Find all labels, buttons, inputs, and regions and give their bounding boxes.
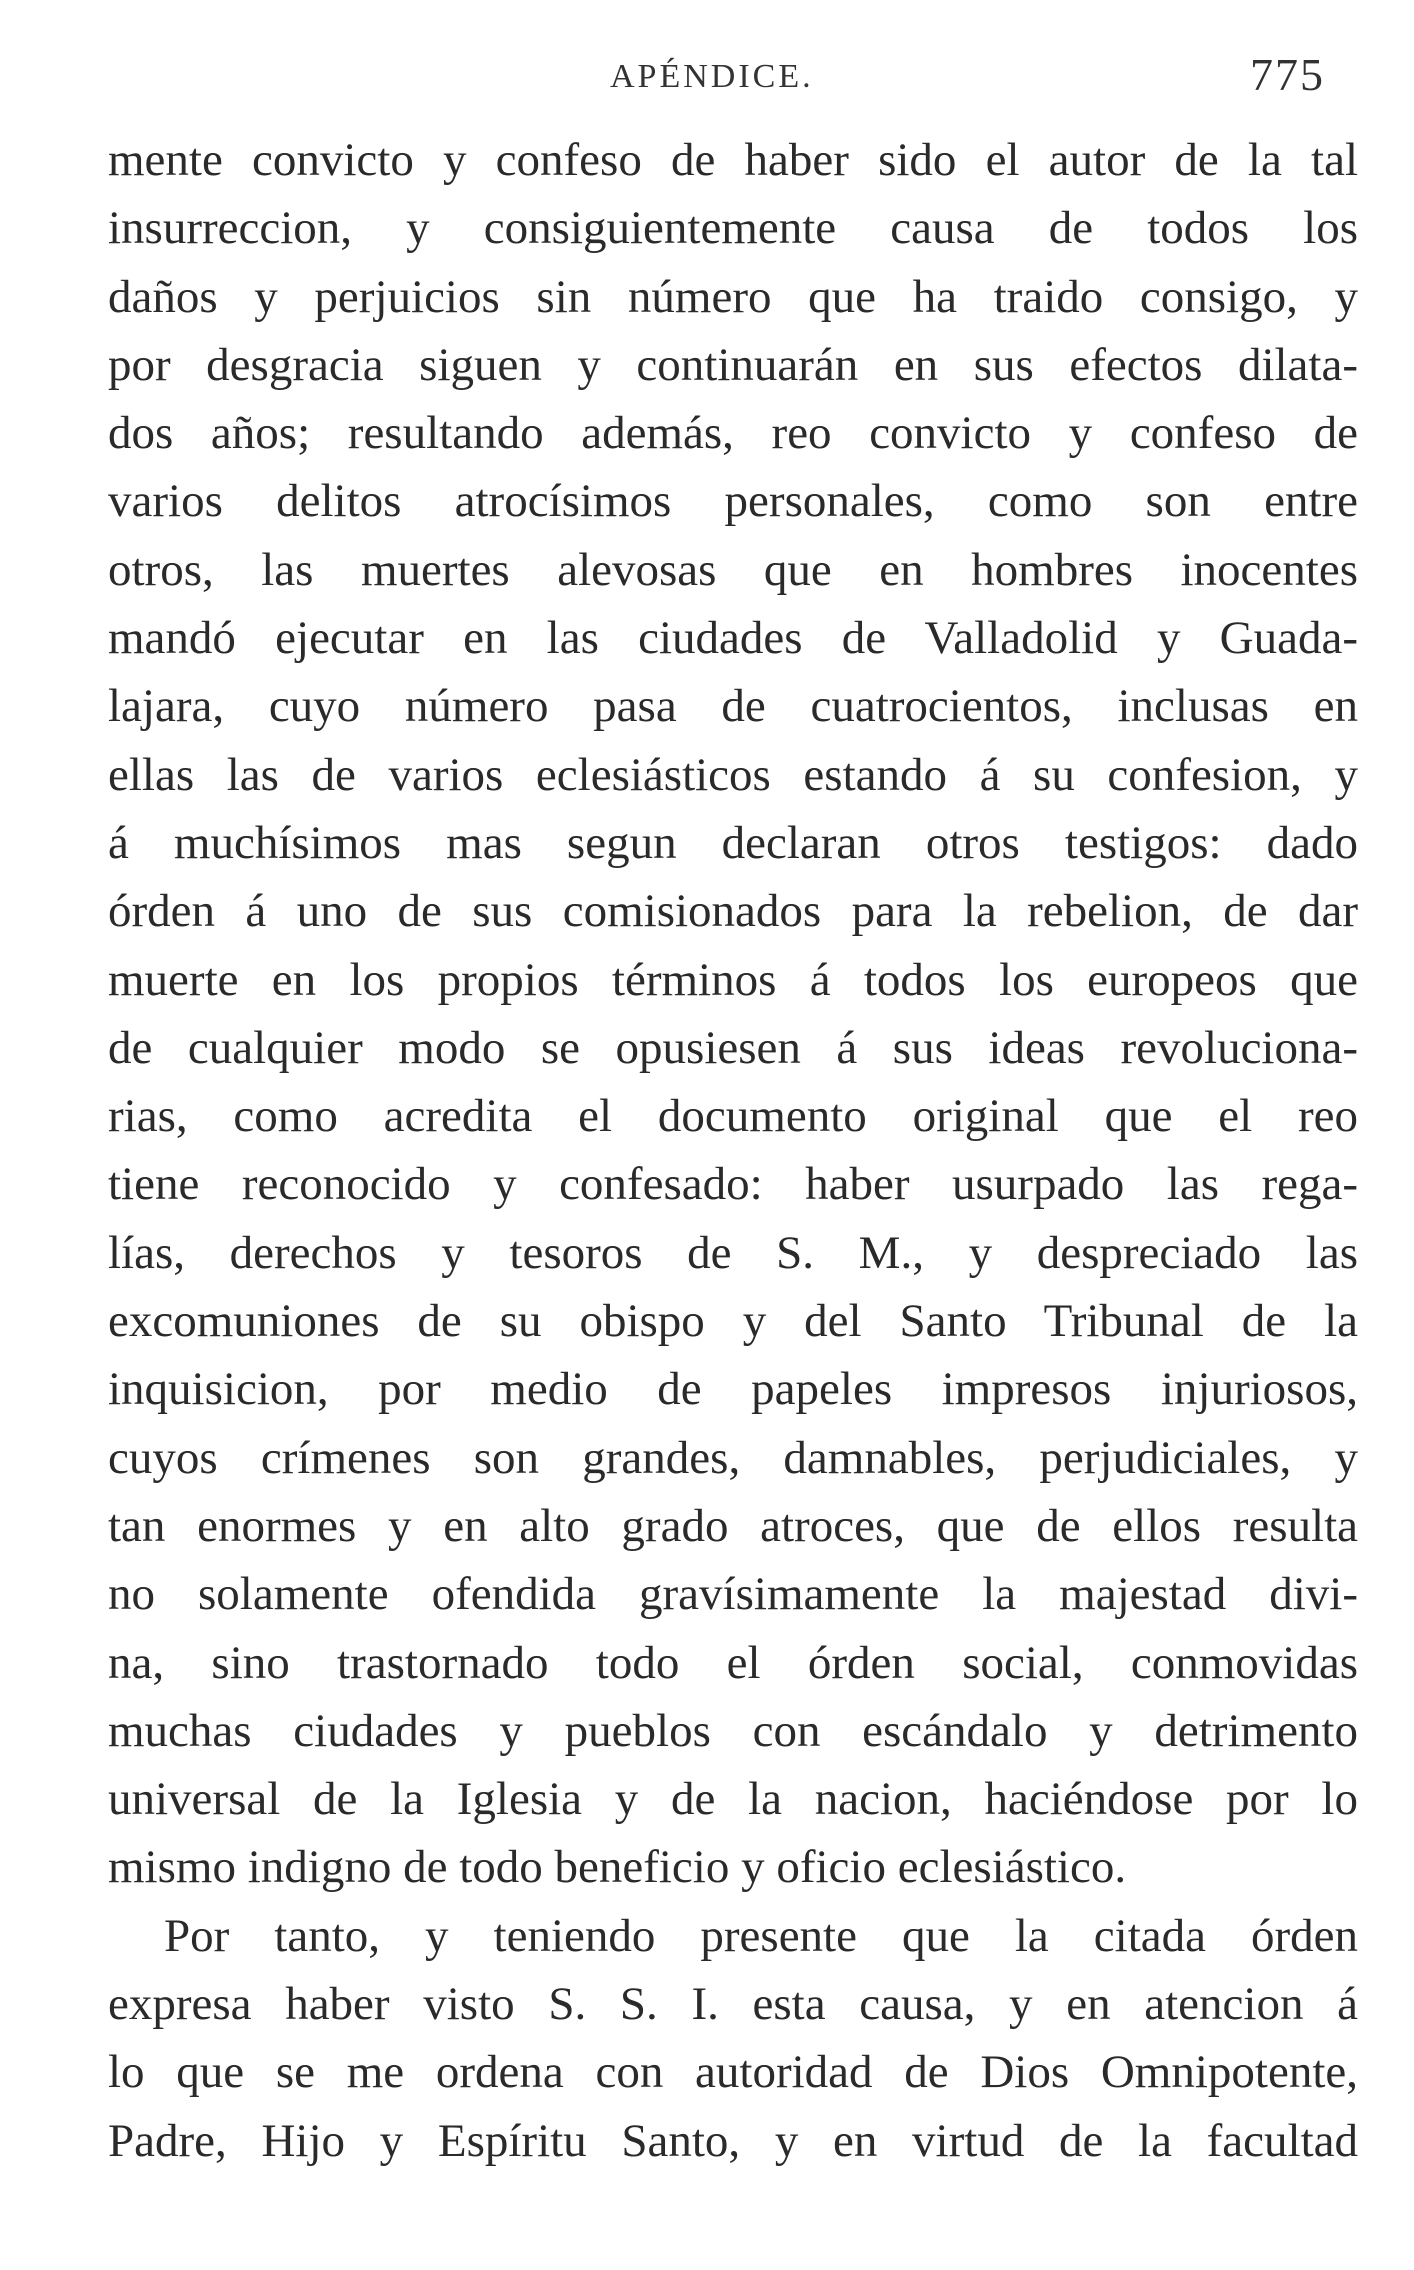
text-line: varios delitos atrocísimos personales, como son entre	[108, 475, 1358, 528]
text-line: dos años; resultando además, reo convicto y confeso de	[108, 407, 1358, 460]
paragraph-end-line: mismo indigno de todo beneficio y oficio eclesiástico.	[108, 1841, 1127, 1894]
text-line: na, sino trastornado todo el órden social, conmovidas	[108, 1636, 1358, 1689]
text-line: ellas las de varios eclesiásticos estando á su confesion, y	[108, 748, 1358, 801]
page-number: 775	[1250, 49, 1325, 100]
text-line: muerte en los propios términos á todos los europeos que	[108, 953, 1358, 1006]
text-line: mandó ejecutar en las ciudades de Valladolid y Guada-	[108, 612, 1358, 665]
text-line: de cualquier modo se opusiesen á sus ideas revoluciona-	[108, 1021, 1358, 1074]
text-line: cuyos crímenes son grandes, damnables, perjudiciales, y	[108, 1431, 1358, 1484]
text-line: lo que se me ordena con autoridad de Dios Omnipotente,	[108, 2046, 1358, 2099]
text-line: universal de la Iglesia y de la nacion, haciéndose por lo	[108, 1773, 1358, 1826]
running-title: APÉNDICE.	[610, 58, 814, 95]
text-line: otros, las muertes alevosas que en hombres inocentes	[108, 543, 1358, 596]
text-line: muchas ciudades y pueblos con escándalo y detrimento	[108, 1704, 1358, 1757]
paragraph-start-line: Por tanto, y teniendo presente que la citada órden	[164, 1909, 1358, 1962]
text-line: mente convicto y confeso de haber sido el autor de la tal	[108, 134, 1358, 186]
text-line: daños y perjuicios sin número que ha traido consigo, y	[108, 270, 1358, 323]
text-line: Padre, Hijo y Espíritu Santo, y en virtud de la facultad	[108, 2114, 1358, 2167]
text-line: tiene reconocido y confesado: haber usurpado las rega-	[108, 1158, 1358, 1211]
text-line: á muchísimos mas segun declaran otros testigos: dado	[108, 816, 1358, 869]
text-line: excomuniones de su obispo y del Santo Tribunal de la	[108, 1295, 1358, 1348]
text-line: rias, como acredita el documento original que el reo	[108, 1090, 1358, 1143]
text-line: órden á uno de sus comisionados para la rebelion, de dar	[108, 885, 1358, 938]
text-line: expresa haber visto S. S. I. esta causa, y en atencion á	[108, 1978, 1358, 2031]
text-line: no solamente ofendida gravísimamente la majestad divi-	[108, 1568, 1358, 1621]
text-line: lías, derechos y tesoros de S. M., y despreciado las	[108, 1226, 1358, 1279]
text-line: lajara, cuyo número pasa de cuatrocientos, inclusas en	[108, 680, 1358, 733]
text-line: por desgracia siguen y continuarán en sus efectos dilata-	[108, 338, 1358, 391]
running-header	[0, 40, 1414, 110]
text-line: inquisicion, por medio de papeles impresos injuriosos,	[108, 1363, 1358, 1416]
body-text	[108, 126, 1358, 2175]
text-line: insurreccion, y consiguientemente causa de todos los	[108, 202, 1358, 255]
text-line: tan enormes y en alto grado atroces, que de ellos resulta	[108, 1499, 1358, 1552]
